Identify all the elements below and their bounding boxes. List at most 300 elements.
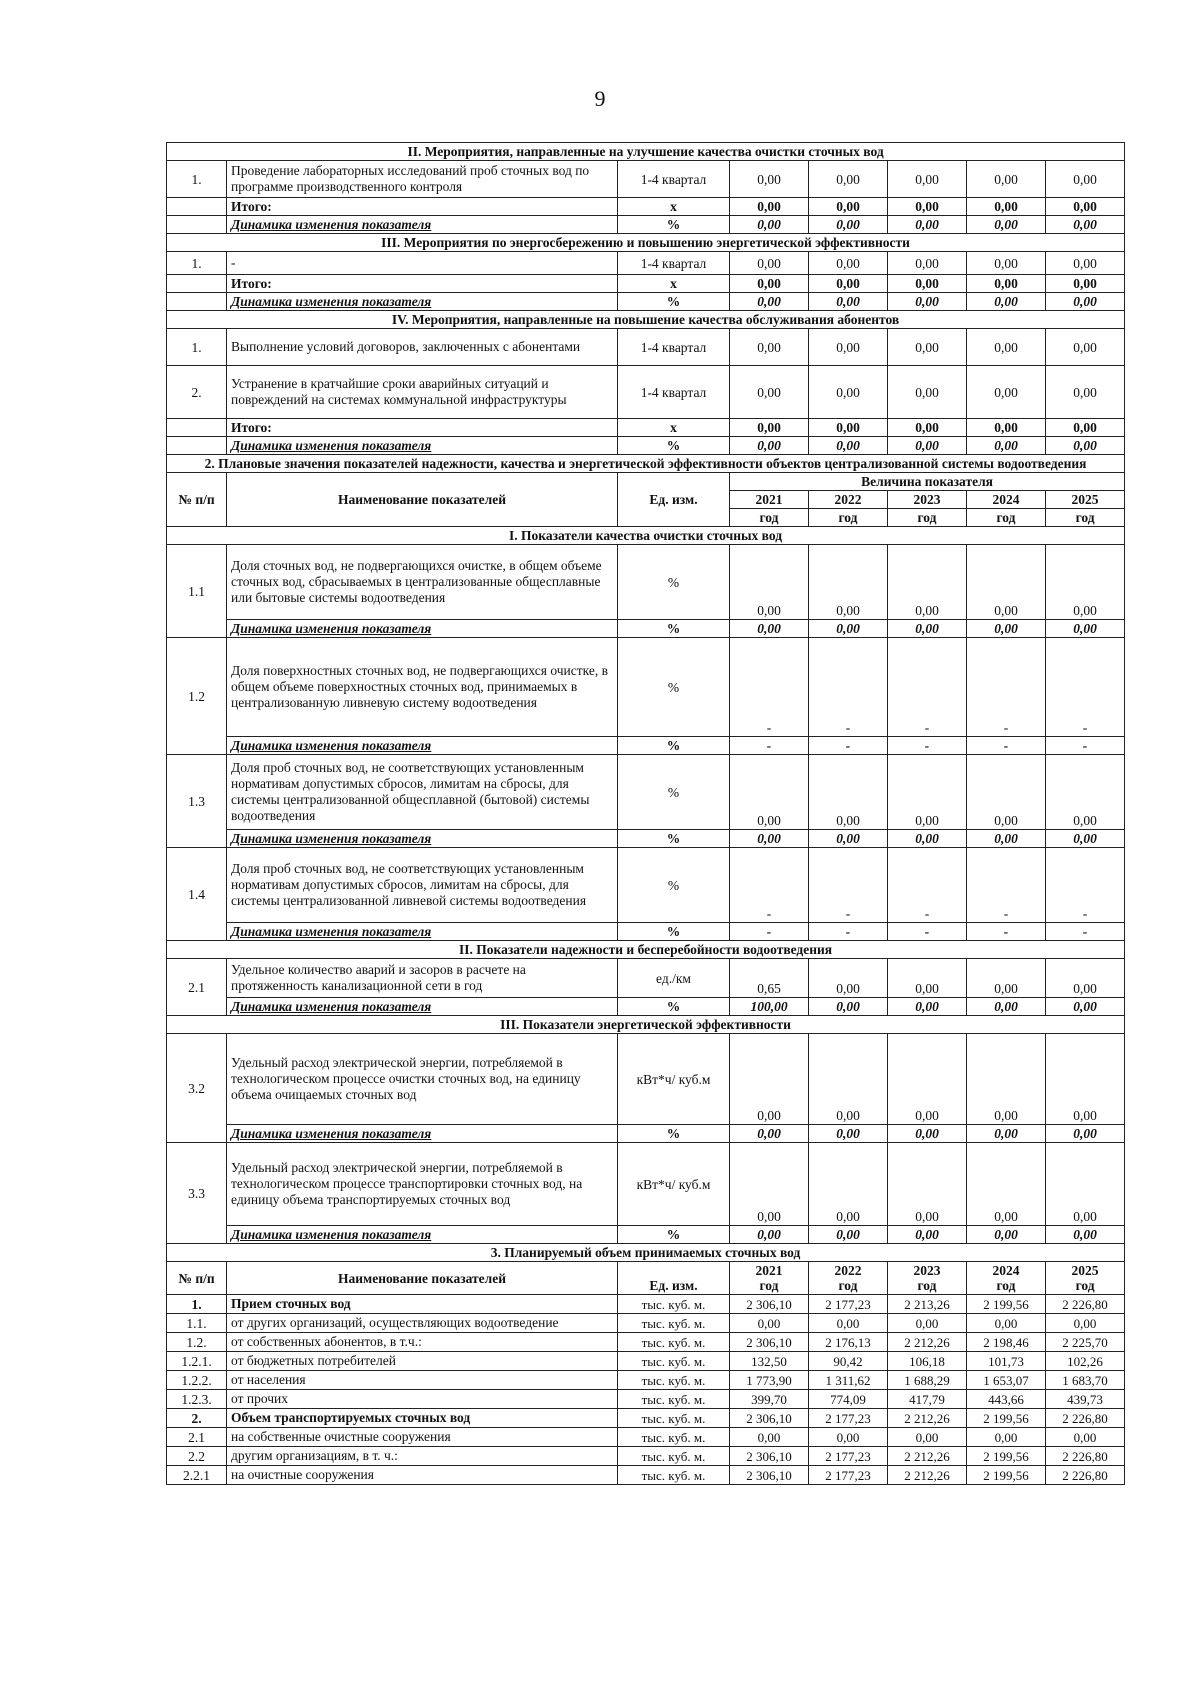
dynamics-row <box>167 293 1125 311</box>
dynamics-value-text: 0,00 <box>1073 294 1097 309</box>
dynamics-value <box>1046 216 1125 234</box>
volume-value: 2 199,56 <box>967 1409 1046 1428</box>
dynamics-value <box>967 1226 1046 1244</box>
volume-value: 0,00 <box>888 1428 967 1447</box>
dynamics-value <box>967 216 1046 234</box>
dynamics-value-text: 0,00 <box>757 217 781 232</box>
dynamics-value-text: 0,00 <box>836 831 860 846</box>
row-value: 0,00 <box>888 366 967 419</box>
indicator-number: 3.3 <box>167 1143 227 1244</box>
volume-unit: тыс. куб. м. <box>618 1428 730 1447</box>
row-name: Проведение лабораторных исследований проб сточных вод по программе производственного контроля <box>227 161 618 198</box>
volume-unit: тыс. куб. м. <box>618 1390 730 1409</box>
dynamics-unit-cell: % <box>618 830 730 848</box>
indicator-value: - <box>730 638 809 737</box>
indicator-name: Удельный расход электрической энергии, потребляемой в технологическом процессе транспортировки сточных вод, на единицу объема транспортируемых сточных вод <box>227 1143 618 1226</box>
header-year-number: 2025 <box>1071 1263 1099 1278</box>
dynamics-value-text: - <box>1082 924 1088 939</box>
dynamics-value <box>809 216 888 234</box>
indicator-value: 0,00 <box>809 755 888 830</box>
dynamics-value <box>1046 923 1125 941</box>
part2-title: 2. Плановые значения показателей надежности, качества и энергетической эффективности объектов централизованной системы водоотведения <box>167 455 1125 473</box>
indicators-table <box>166 142 1125 1485</box>
indicator-dynamics-row <box>167 737 1125 755</box>
dynamics-value-text: 0,00 <box>836 294 860 309</box>
indicator-unit: кВт*ч/ куб.м <box>618 1034 730 1125</box>
row-period: 1-4 квартал <box>618 329 730 366</box>
volume-name: Объем транспортируемых сточных вод <box>227 1409 618 1428</box>
volume-value: 1 311,62 <box>809 1371 888 1390</box>
indicator-row <box>167 638 1125 737</box>
total-row <box>167 275 1125 293</box>
total-label: Итого: <box>227 198 618 216</box>
dynamics-value <box>730 923 809 941</box>
dynamics-value-text: 0,00 <box>1073 831 1097 846</box>
volume-value: 2 226,80 <box>1046 1447 1125 1466</box>
total-value: 0,00 <box>888 275 967 293</box>
volume-row <box>167 1371 1125 1390</box>
volume-number: 1.2.3. <box>167 1390 227 1409</box>
part3-title-row <box>167 1244 1125 1262</box>
volume-row <box>167 1409 1125 1428</box>
dynamics-label <box>227 923 618 941</box>
header-num: № п/п <box>167 1262 227 1295</box>
dynamics-value <box>888 620 967 638</box>
part3-title: 3. Планируемый объем принимаемых сточных вод <box>167 1244 1125 1262</box>
group-title: I. Показатели качества очистки сточных вод <box>167 527 1125 545</box>
indicator-unit: % <box>618 755 730 830</box>
dynamics-value <box>1046 437 1125 455</box>
dynamics-label-text: Динамика изменения показателя <box>231 831 432 846</box>
row-value: 0,00 <box>967 329 1046 366</box>
volume-value: 439,73 <box>1046 1390 1125 1409</box>
dynamics-value <box>809 620 888 638</box>
dynamics-value <box>888 830 967 848</box>
volume-name: от прочих <box>227 1390 618 1409</box>
volume-value: 90,42 <box>809 1352 888 1371</box>
indicator-unit: кВт*ч/ куб.м <box>618 1143 730 1226</box>
dynamics-label <box>227 1125 618 1143</box>
volume-unit: тыс. куб. м. <box>618 1447 730 1466</box>
indicator-value: - <box>809 848 888 923</box>
volume-value: 2 177,23 <box>809 1409 888 1428</box>
dynamics-value <box>1046 1125 1125 1143</box>
header-unit: Ед. изм. <box>618 473 730 527</box>
indicator-name: Доля проб сточных вод, не соответствующих установленным нормативам допустимых сбросов, лимитам на сбросы, для системы централизованной общесплавной (бытовой) системы водоотведения <box>227 755 618 830</box>
dynamics-value-text: - <box>1082 738 1088 753</box>
row-value: 0,00 <box>809 366 888 419</box>
table-row <box>167 161 1125 198</box>
total-value: 0,00 <box>967 419 1046 437</box>
dynamics-value <box>888 293 967 311</box>
empty-cell <box>167 198 227 216</box>
indicator-value: 0,00 <box>809 959 888 998</box>
dynamics-value <box>1046 1226 1125 1244</box>
dynamics-label-text: Динамика изменения показателя <box>231 1227 432 1242</box>
empty-cell <box>167 419 227 437</box>
section-title: III. Мероприятия по энергосбережению и повышению энергетической эффективности <box>167 234 1125 252</box>
indicator-number: 1.2 <box>167 638 227 755</box>
volume-name: от собственных абонентов, в т.ч.: <box>227 1333 618 1352</box>
table-row <box>167 329 1125 366</box>
row-value: 0,00 <box>888 252 967 275</box>
header-unit: Ед. изм. <box>618 1262 730 1295</box>
volume-number: 2.2 <box>167 1447 227 1466</box>
volume-value: 2 177,23 <box>809 1466 888 1485</box>
volume-unit: тыс. куб. м. <box>618 1409 730 1428</box>
dynamics-value-text: 0,00 <box>915 438 939 453</box>
volume-row <box>167 1352 1125 1371</box>
dynamics-label <box>227 1226 618 1244</box>
page-number: 9 <box>594 86 606 111</box>
header-year-word: год <box>967 509 1046 527</box>
indicator-value: - <box>809 638 888 737</box>
dynamics-value-text: - <box>924 924 930 939</box>
dynamics-value-text: 0,00 <box>1073 438 1097 453</box>
dynamics-value <box>888 998 967 1016</box>
header-year-number: 2022 <box>834 1263 862 1278</box>
dynamics-value <box>1046 998 1125 1016</box>
volume-value: 399,70 <box>730 1390 809 1409</box>
dynamics-value <box>730 1125 809 1143</box>
volume-name: от других организаций, осуществляющих водоотведение <box>227 1314 618 1333</box>
header-year: 2024 <box>967 491 1046 509</box>
indicator-value: 0,00 <box>1046 959 1125 998</box>
dynamics-row <box>167 216 1125 234</box>
total-label: Итого: <box>227 275 618 293</box>
dynamics-value-text: - <box>845 924 851 939</box>
dynamics-value-text: 0,00 <box>915 831 939 846</box>
volume-value: 106,18 <box>888 1352 967 1371</box>
indicator-value: - <box>967 848 1046 923</box>
indicator-value: 0,00 <box>1046 1034 1125 1125</box>
indicator-number: 2.1 <box>167 959 227 1016</box>
total-value: 0,00 <box>1046 419 1125 437</box>
dynamics-value <box>1046 620 1125 638</box>
volume-name: на очистные сооружения <box>227 1466 618 1485</box>
volume-row <box>167 1314 1125 1333</box>
dynamics-value-text: 0,00 <box>1073 621 1097 636</box>
volume-value: 1 773,90 <box>730 1371 809 1390</box>
dynamics-value <box>967 737 1046 755</box>
header-year-number: 2024 <box>992 1263 1020 1278</box>
section-title-row <box>167 311 1125 329</box>
dynamics-label <box>227 998 618 1016</box>
volume-row <box>167 1447 1125 1466</box>
dynamics-value <box>888 737 967 755</box>
dynamics-value-text: 0,00 <box>915 1227 939 1242</box>
indicator-unit: ед./км <box>618 959 730 998</box>
volume-value: 2 212,26 <box>888 1409 967 1428</box>
volume-number: 1. <box>167 1295 227 1314</box>
group-title-row <box>167 1016 1125 1034</box>
dynamics-value <box>809 923 888 941</box>
volume-value: 2 306,10 <box>730 1295 809 1314</box>
volume-row <box>167 1428 1125 1447</box>
volume-value: 0,00 <box>809 1314 888 1333</box>
header-year: 2022 <box>809 491 888 509</box>
dynamics-value-text: 0,00 <box>836 217 860 232</box>
total-value: 0,00 <box>888 198 967 216</box>
indicator-value: - <box>1046 848 1125 923</box>
volume-value: 2 213,26 <box>888 1295 967 1314</box>
part2-title-row <box>167 455 1125 473</box>
volume-value: 2 212,26 <box>888 1466 967 1485</box>
volume-value: 443,66 <box>967 1390 1046 1409</box>
dynamics-label <box>227 830 618 848</box>
dynamics-value-text: - <box>766 738 772 753</box>
row-value: 0,00 <box>967 161 1046 198</box>
volume-value: 774,09 <box>809 1390 888 1409</box>
dynamics-value <box>809 1226 888 1244</box>
header-year-word: год <box>809 509 888 527</box>
dynamics-value <box>730 1226 809 1244</box>
indicator-value: 0,00 <box>730 545 809 620</box>
dynamics-value-text: 0,00 <box>915 999 939 1014</box>
dynamics-value-text: 0,00 <box>994 999 1018 1014</box>
header-year-word: год <box>759 1278 779 1293</box>
row-value: 0,00 <box>730 329 809 366</box>
volume-name: Прием сточных вод <box>227 1295 618 1314</box>
dynamics-value <box>967 830 1046 848</box>
dynamics-value-text: 0,00 <box>994 1126 1018 1141</box>
indicator-row <box>167 848 1125 923</box>
indicator-value: 0,00 <box>888 959 967 998</box>
empty-cell <box>167 437 227 455</box>
dynamics-value <box>1046 293 1125 311</box>
dynamics-value-text: 0,00 <box>994 831 1018 846</box>
indicator-value: 0,00 <box>967 1143 1046 1226</box>
indicator-value: 0,00 <box>967 755 1046 830</box>
row-period: 1-4 квартал <box>618 366 730 419</box>
dynamics-value <box>888 1125 967 1143</box>
dynamics-value <box>809 437 888 455</box>
volume-unit: тыс. куб. м. <box>618 1333 730 1352</box>
header-year: 2025 <box>1046 491 1125 509</box>
dynamics-unit: % <box>618 216 730 234</box>
total-unit: х <box>618 275 730 293</box>
group-title: III. Показатели энергетической эффективности <box>167 1016 1125 1034</box>
volume-value: 2 199,56 <box>967 1447 1046 1466</box>
total-value: 0,00 <box>809 198 888 216</box>
dynamics-label-text: Динамика изменения показателя <box>231 999 432 1014</box>
volume-unit: тыс. куб. м. <box>618 1314 730 1333</box>
dynamics-value-text: 0,00 <box>757 831 781 846</box>
volume-value: 0,00 <box>730 1314 809 1333</box>
row-name: Устранение в кратчайшие сроки аварийных ситуаций и повреждений на системах коммунальной инфраструктуры <box>227 366 618 419</box>
indicator-value: 0,00 <box>888 545 967 620</box>
dynamics-value-text: 0,00 <box>994 1227 1018 1242</box>
total-value: 0,00 <box>730 198 809 216</box>
dynamics-value <box>809 830 888 848</box>
empty-cell <box>167 216 227 234</box>
volume-value: 2 212,26 <box>888 1447 967 1466</box>
dynamics-value-text: 0,00 <box>915 294 939 309</box>
row-number: 1. <box>167 252 227 275</box>
dynamics-value <box>888 437 967 455</box>
volume-value: 2 177,23 <box>809 1447 888 1466</box>
dynamics-label <box>227 737 618 755</box>
volume-value: 0,00 <box>967 1314 1046 1333</box>
volume-value: 0,00 <box>730 1428 809 1447</box>
header-year-number: 2023 <box>913 1263 941 1278</box>
dynamics-value <box>888 923 967 941</box>
indicator-row <box>167 545 1125 620</box>
volume-row <box>167 1466 1125 1485</box>
volume-value: 0,00 <box>1046 1314 1125 1333</box>
dynamics-label <box>227 216 618 234</box>
indicator-name: Доля сточных вод, не подвергающихся очистке, в общем объеме сточных вод, сбрасываемых в централизованные общесплавные или бытовые системы водоотведения <box>227 545 618 620</box>
volume-number: 2.2.1 <box>167 1466 227 1485</box>
dynamics-value-text: 0,00 <box>757 1227 781 1242</box>
indicator-unit: % <box>618 638 730 737</box>
dynamics-unit-cell: % <box>618 998 730 1016</box>
volume-unit: тыс. куб. м. <box>618 1466 730 1485</box>
dynamics-label-text: Динамика изменения показателя <box>231 1126 432 1141</box>
dynamics-value-text: 0,00 <box>836 999 860 1014</box>
row-number: 1. <box>167 161 227 198</box>
indicator-row <box>167 959 1125 998</box>
volume-unit: тыс. куб. м. <box>618 1371 730 1390</box>
dynamics-value-text: 0,00 <box>836 438 860 453</box>
dynamics-value-text: 100,00 <box>750 999 788 1014</box>
header-year: 2021 <box>730 491 809 509</box>
dynamics-value-text: - <box>1003 738 1009 753</box>
indicator-value: 0,65 <box>730 959 809 998</box>
total-value: 0,00 <box>1046 198 1125 216</box>
dynamics-value-text: 0,00 <box>836 1126 860 1141</box>
dynamics-value-text: 0,00 <box>836 621 860 636</box>
dynamics-value-text: 0,00 <box>1073 217 1097 232</box>
dynamics-value-text: 0,00 <box>994 217 1018 232</box>
indicator-row <box>167 755 1125 830</box>
group-title-row <box>167 527 1125 545</box>
dynamics-value-text: 0,00 <box>757 1126 781 1141</box>
indicator-dynamics-row <box>167 998 1125 1016</box>
section-title-row <box>167 143 1125 161</box>
header-year <box>888 1262 967 1295</box>
volume-name: от бюджетных потребителей <box>227 1352 618 1371</box>
indicator-value: - <box>1046 638 1125 737</box>
row-value: 0,00 <box>809 161 888 198</box>
dynamics-value-text: - <box>766 924 772 939</box>
group-title: II. Показатели надежности и бесперебойности водоотведения <box>167 941 1125 959</box>
row-value: 0,00 <box>730 161 809 198</box>
volume-value: 417,79 <box>888 1390 967 1409</box>
dynamics-value-text: 0,00 <box>915 621 939 636</box>
header-name: Наименование показателей <box>227 473 618 527</box>
volume-name: на собственные очистные сооружения <box>227 1428 618 1447</box>
dynamics-value <box>1046 737 1125 755</box>
indicator-value: 0,00 <box>730 1034 809 1125</box>
volume-value: 0,00 <box>888 1314 967 1333</box>
header-year-word: год <box>917 1278 937 1293</box>
header-year-word: год <box>838 1278 858 1293</box>
volume-value: 2 199,56 <box>967 1466 1046 1485</box>
row-value: 0,00 <box>809 252 888 275</box>
row-value: 0,00 <box>730 366 809 419</box>
volume-number: 2.1 <box>167 1428 227 1447</box>
indicator-value: 0,00 <box>1046 1143 1125 1226</box>
header-year <box>1046 1262 1125 1295</box>
dynamics-value <box>1046 830 1125 848</box>
header-year-word: год <box>1046 509 1125 527</box>
indicator-value: 0,00 <box>888 1034 967 1125</box>
indicator-value: 0,00 <box>1046 755 1125 830</box>
header-year-word: год <box>730 509 809 527</box>
dynamics-value <box>730 216 809 234</box>
group-title-row <box>167 941 1125 959</box>
indicator-value: 0,00 <box>888 755 967 830</box>
empty-cell <box>167 293 227 311</box>
indicator-value: 0,00 <box>888 1143 967 1226</box>
row-value: 0,00 <box>888 161 967 198</box>
indicator-value: 0,00 <box>730 1143 809 1226</box>
indicator-name: Удельный расход электрической энергии, потребляемой в технологическом процессе очистки сточных вод, на единицу объема очищаемых сточных вод <box>227 1034 618 1125</box>
total-label: Итого: <box>227 419 618 437</box>
row-value: 0,00 <box>888 329 967 366</box>
indicator-name: Удельное количество аварий и засоров в расчете на протяженность канализационной сети в год <box>227 959 618 998</box>
indicator-value: 0,00 <box>809 1143 888 1226</box>
volume-value: 1 683,70 <box>1046 1371 1125 1390</box>
header-year-word: год <box>888 509 967 527</box>
dynamics-value <box>967 923 1046 941</box>
volume-value: 2 226,80 <box>1046 1409 1125 1428</box>
section-title: II. Мероприятия, направленные на улучшение качества очистки сточных вод <box>167 143 1125 161</box>
total-value: 0,00 <box>730 275 809 293</box>
dynamics-value-text: - <box>1003 924 1009 939</box>
dynamics-value <box>888 1226 967 1244</box>
total-unit: х <box>618 198 730 216</box>
volume-row <box>167 1390 1125 1409</box>
volume-number: 1.1. <box>167 1314 227 1333</box>
total-value: 0,00 <box>1046 275 1125 293</box>
dynamics-value <box>967 293 1046 311</box>
volume-value: 1 653,07 <box>967 1371 1046 1390</box>
header-year <box>730 1262 809 1295</box>
volume-number: 2. <box>167 1409 227 1428</box>
dynamics-label-text: Динамика изменения показателя <box>231 217 432 232</box>
row-number: 1. <box>167 329 227 366</box>
volume-value: 0,00 <box>809 1428 888 1447</box>
volume-number: 1.2.2. <box>167 1371 227 1390</box>
dynamics-value <box>967 998 1046 1016</box>
dynamics-row <box>167 437 1125 455</box>
header-year-word: год <box>1075 1278 1095 1293</box>
dynamics-value-text: 0,00 <box>1073 1126 1097 1141</box>
dynamics-value-text: 0,00 <box>994 438 1018 453</box>
indicator-name: Доля поверхностных сточных вод, не подвергающихся очистке, в общем объеме поверхностных сточных вод, принимаемых в централизованную ливневую систему водоотведения <box>227 638 618 737</box>
dynamics-label <box>227 437 618 455</box>
volume-value: 2 199,56 <box>967 1295 1046 1314</box>
part2-header-row-1 <box>167 473 1125 491</box>
dynamics-unit-cell: % <box>618 1125 730 1143</box>
indicator-value: - <box>888 638 967 737</box>
row-name: Выполнение условий договоров, заключенных с абонентами <box>227 329 618 366</box>
dynamics-unit: % <box>618 293 730 311</box>
total-row <box>167 198 1125 216</box>
dynamics-value-text: 0,00 <box>994 294 1018 309</box>
section-title: IV. Мероприятия, направленные на повышение качества обслуживания абонентов <box>167 311 1125 329</box>
total-value: 0,00 <box>809 419 888 437</box>
volume-value: 2 225,70 <box>1046 1333 1125 1352</box>
dynamics-value <box>967 1125 1046 1143</box>
volume-value: 2 226,80 <box>1046 1295 1125 1314</box>
dynamics-value <box>730 293 809 311</box>
indicator-dynamics-row <box>167 923 1125 941</box>
dynamics-value <box>809 293 888 311</box>
volume-value: 2 177,23 <box>809 1295 888 1314</box>
